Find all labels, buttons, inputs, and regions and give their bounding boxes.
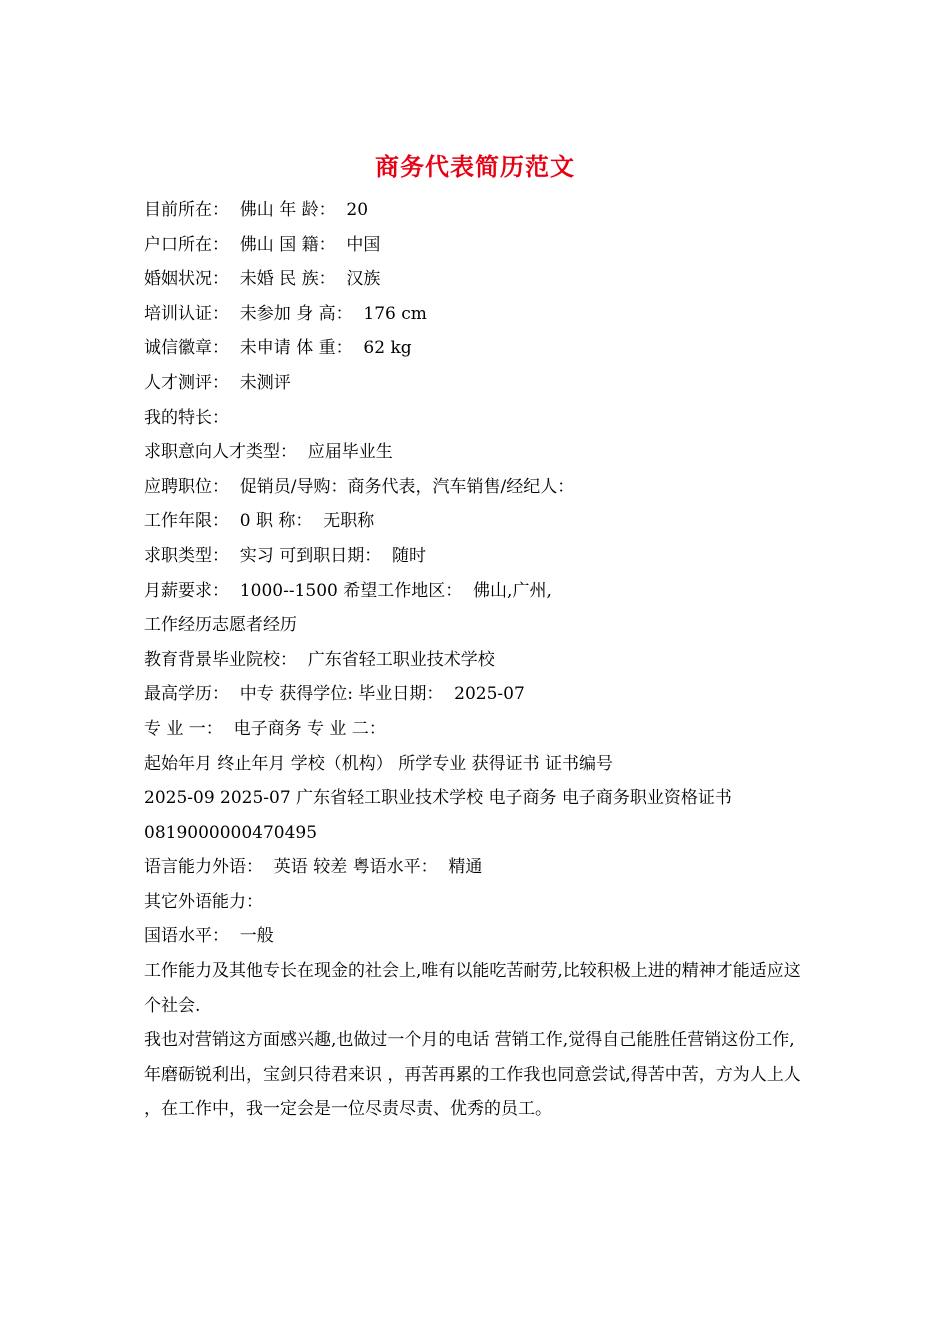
field-marital-status: 婚姻状况： 未婚 民 族： 汉族	[144, 269, 381, 290]
education-table-row: 2025-09 2025-07 广东省轻工职业技术学校 电子商务 电子商务职业资格证书	[144, 788, 732, 809]
field-credit-badge: 诚信徽章： 未申请 体 重： 62 kg	[144, 338, 412, 359]
field-specialty: 我的特长：	[144, 407, 229, 428]
field-applied-position: 应聘职位： 促销员/导购：商务代表，汽车销售/经纪人：	[144, 476, 575, 497]
resume-body	[144, 193, 814, 1127]
document-title: 商务代表简历范文	[375, 152, 575, 181]
field-major: 专 业 一： 电子商务 专 业 二：	[144, 718, 386, 739]
paragraph-self-evaluation: 我也对营销这方面感兴趣,也做过一个月的电话 营销工作,觉得自己能胜任营销这份工作, 年磨砺锐利出，宝剑只待君来识 ，再苦再累的工作我也同意尝试,得苦中苦，方为人上人 ，在工作中，我一定会是一位尽责尽责、优秀的员工。	[144, 1030, 801, 1120]
field-graduate-school: 教育背景毕业院校： 广东省轻工职业技术学校	[144, 649, 495, 670]
field-household-registration: 户口所在： 佛山 国 籍： 中国	[144, 234, 381, 255]
certificate-number: 0819000000470495	[144, 822, 318, 843]
field-salary-expectation: 月薪要求： 1000--1500 希望工作地区： 佛山,广州,	[144, 580, 552, 601]
field-talent-assessment: 人才测评： 未测评	[144, 372, 291, 393]
field-other-languages: 其它外语能力：	[144, 891, 263, 912]
field-foreign-language: 语言能力外语： 英语 较差 粤语水平： 精通	[144, 857, 483, 878]
field-job-type: 求职类型： 实习 可到职日期： 随时	[144, 545, 427, 566]
field-highest-education: 最高学历： 中专 获得学位: 毕业日期： 2025-07	[144, 684, 525, 705]
section-work-experience: 工作经历志愿者经历	[144, 615, 297, 636]
paragraph-work-ability: 工作能力及其他专长在现金的社会上,唯有以能吃苦耐劳,比较积极上进的精神才能适应这个社会.	[144, 961, 801, 1016]
field-job-intention-type: 求职意向人才类型： 应届毕业生	[144, 442, 393, 463]
field-training-certification: 培训认证： 未参加 身 高： 176 cm	[144, 303, 427, 324]
education-table-header: 起始年月 终止年月 学校（机构） 所学专业 获得证书 证书编号	[144, 753, 614, 774]
field-work-years: 工作年限： 0 职 称： 无职称	[144, 511, 375, 532]
field-mandarin-level: 国语水平： 一般	[144, 926, 274, 947]
field-current-location: 目前所在： 佛山 年 龄： 20	[144, 200, 369, 220]
